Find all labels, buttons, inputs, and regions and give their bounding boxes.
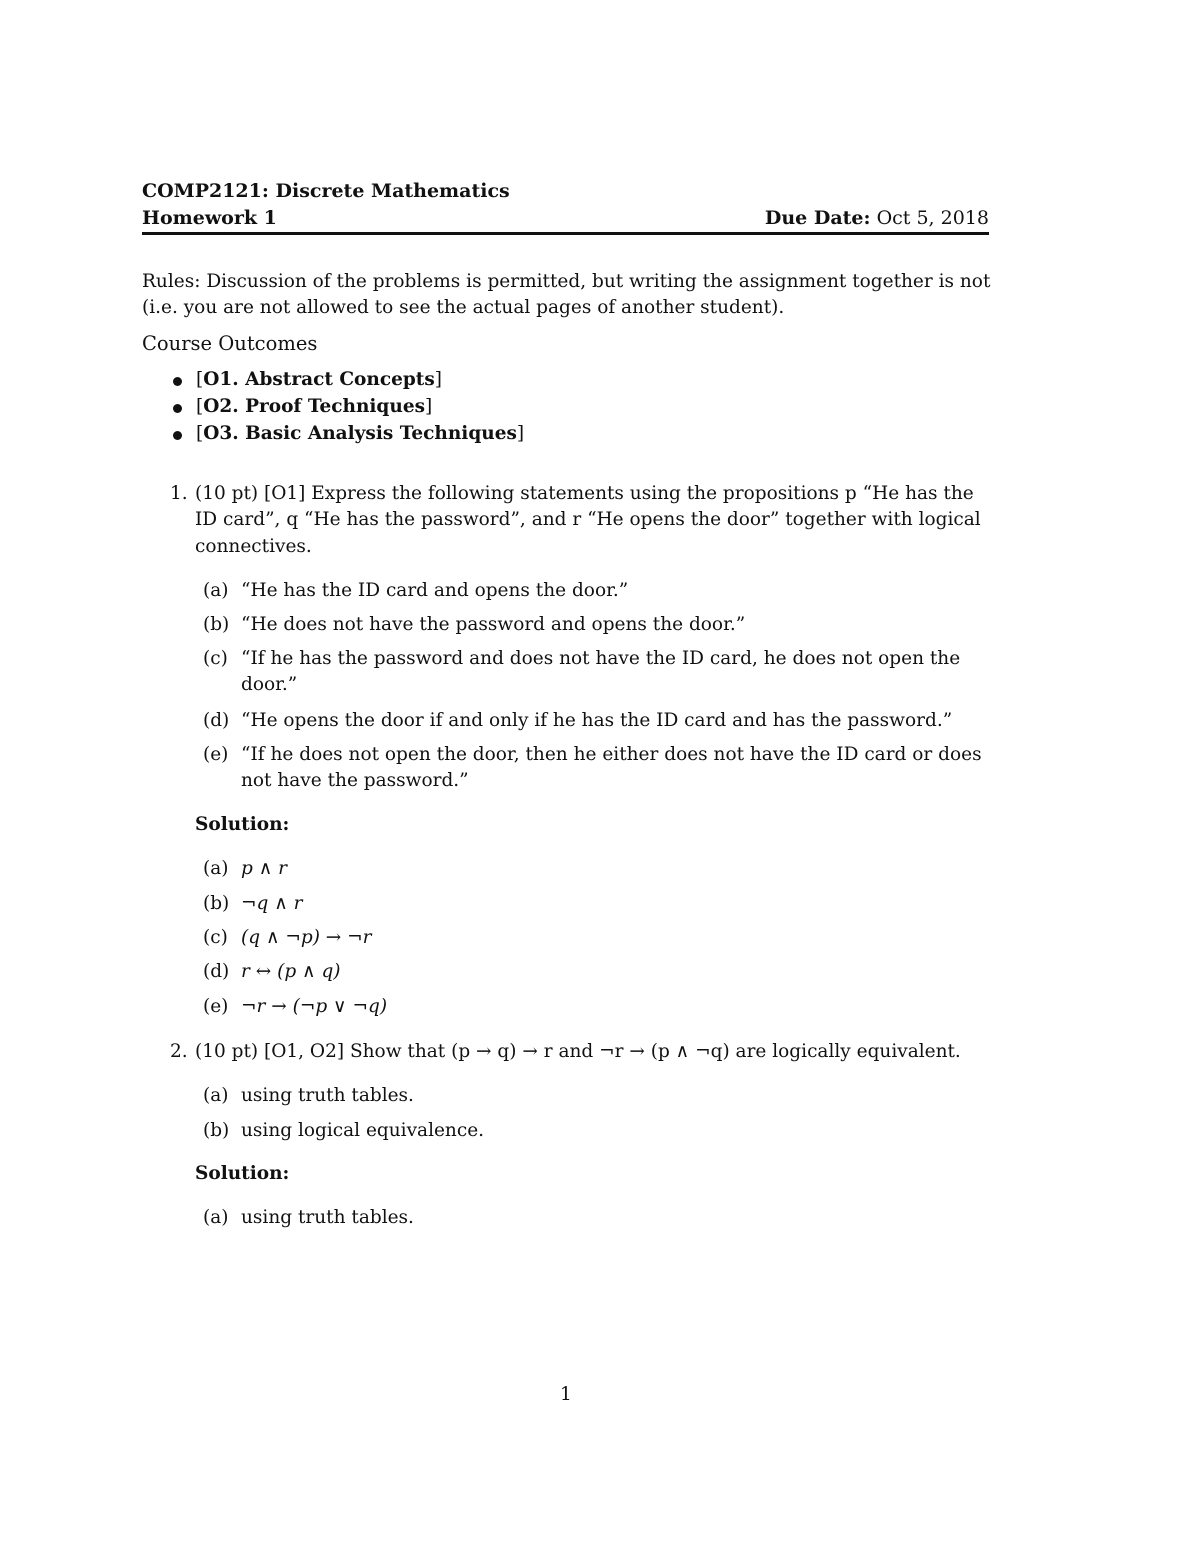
homework-title: Homework 1	[142, 207, 277, 229]
problem-2-number: 2.	[170, 1041, 188, 1062]
solution-c: (c) (q ∧ ¬p) → ¬r	[203, 927, 372, 948]
header-rule	[142, 232, 989, 235]
due-date-value: Oct 5, 2018	[876, 207, 989, 229]
solution-a: (a) using truth tables.	[203, 1207, 414, 1228]
solution-heading: Solution:	[195, 814, 290, 835]
part-e: (e) “If he does not open the door, then he either does not have the ID card or does	[203, 744, 982, 765]
problem-1-line-3: connectives.	[195, 536, 312, 557]
part-d: (d) “He opens the door if and only if he has the ID card and has the password.”	[203, 710, 953, 731]
part-e-continued: not have the password.”	[241, 770, 469, 791]
outcomes-heading: Course Outcomes	[142, 332, 318, 355]
page-number: 1	[560, 1384, 572, 1405]
bullet-icon	[173, 431, 182, 440]
problem-2-line-1: (10 pt) [O1, O2] Show that (p → q) → r and ¬r → (p ∧ ¬q) are logically equivalent.	[195, 1041, 961, 1062]
solution-b: (b) ¬q ∧ r	[203, 893, 303, 914]
part-c: (c) “If he has the password and does not have the ID card, he does not open the	[203, 648, 961, 669]
rules-line-2: (i.e. you are not allowed to see the actual pages of another student).	[142, 297, 785, 318]
bullet-icon	[173, 377, 182, 386]
outcome-item: [O3. Basic Analysis Techniques]	[196, 423, 525, 444]
problem-1-number: 1.	[170, 483, 188, 504]
outcome-item: [O1. Abstract Concepts]	[196, 369, 442, 390]
problem-1-line-2: ID card”, q “He has the password”, and r “He opens the door” together with logical	[195, 509, 981, 530]
solution-e: (e) ¬r → (¬p ∨ ¬q)	[203, 996, 388, 1017]
part-a: (a) using truth tables.	[203, 1085, 414, 1106]
part-c-continued: door.”	[241, 674, 298, 695]
part-b: (b) “He does not have the password and opens the door.”	[203, 614, 746, 635]
problem-1-line-1: (10 pt) [O1] Express the following statements using the propositions p “He has the	[195, 483, 974, 504]
part-a: (a) “He has the ID card and opens the door.”	[203, 580, 629, 601]
solution-a: (a) p ∧ r	[203, 858, 287, 879]
course-title: COMP2121: Discrete Mathematics	[142, 180, 510, 202]
due-date	[765, 205, 989, 231]
outcome-item: [O2. Proof Techniques]	[196, 396, 433, 417]
bullet-icon	[173, 404, 182, 413]
solution-heading: Solution:	[195, 1163, 290, 1184]
rules-line-1: Rules: Discussion of the problems is permitted, but writing the assignment together is not	[142, 271, 991, 292]
part-b: (b) using logical equivalence.	[203, 1120, 485, 1141]
due-date-label: Due Date:	[764, 207, 871, 229]
solution-d: (d) r ↔ (p ∧ q)	[203, 961, 341, 982]
